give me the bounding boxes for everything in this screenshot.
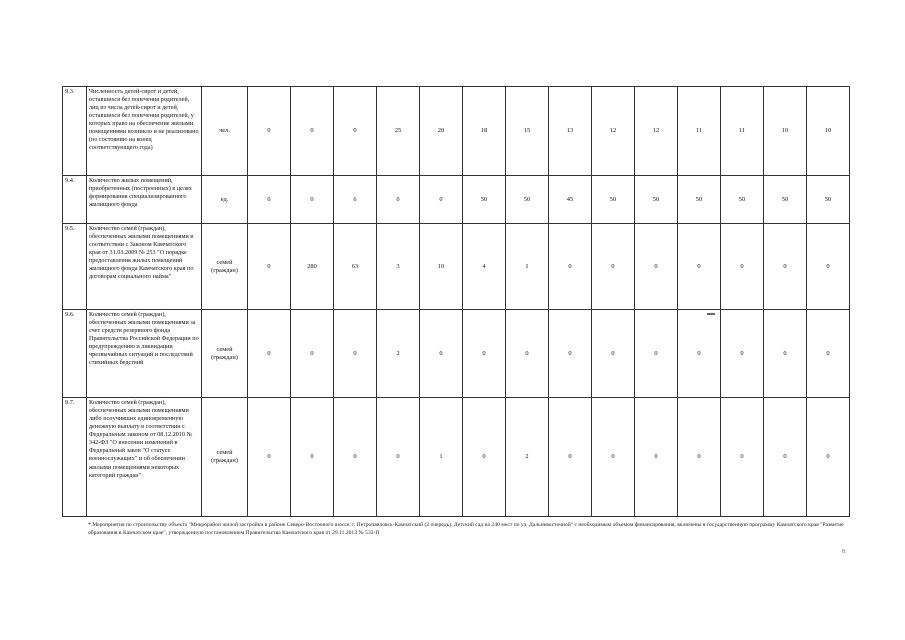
value-cell: 0 <box>291 176 334 224</box>
value-cell: 11 <box>721 87 764 176</box>
value-cell: 0 <box>764 310 807 398</box>
value-cell: 0 <box>807 224 850 310</box>
value-cell: 0 <box>334 398 377 517</box>
indicator-table-body <box>63 87 850 517</box>
row-number: 9.3. <box>63 87 87 176</box>
value-cell: 0 <box>678 310 721 398</box>
value-cell: 0 <box>334 310 377 398</box>
value-cell: 0 <box>721 310 764 398</box>
value-cell: 0 <box>592 398 635 517</box>
value-cell: 50 <box>592 176 635 224</box>
value-cell: 25 <box>377 87 420 176</box>
value-cell: 3 <box>377 224 420 310</box>
table-row <box>63 398 850 517</box>
value-cell: 0 <box>377 398 420 517</box>
indicator-description: Количество семей (граждан), обеспеченных жилыми помещениями либо получивших единовременную денежную выплату в соответствии с Федеральным законом от 08.12.2010 № 342-ФЗ "О внесении изменений в Федеральный закон "О статусе военнослужащих" и об обеспечении жилыми помещениями некоторых категорий граждан" <box>87 398 202 517</box>
value-cell: 50 <box>635 176 678 224</box>
value-cell: 0 <box>291 398 334 517</box>
value-cell: 0 <box>334 87 377 176</box>
row-number: 9.7. <box>63 398 87 517</box>
value-cell: 0 <box>549 398 592 517</box>
value-cell: 50 <box>764 176 807 224</box>
value-cell: 50 <box>678 176 721 224</box>
value-cell: 12 <box>592 87 635 176</box>
value-cell: 6 <box>334 176 377 224</box>
value-cell: 0 <box>549 224 592 310</box>
table-row <box>63 176 850 224</box>
table-row <box>63 87 850 176</box>
value-cell: 0 <box>635 310 678 398</box>
value-cell: 0 <box>592 224 635 310</box>
value-cell: 50 <box>721 176 764 224</box>
row-number: 9.5. <box>63 224 87 310</box>
value-cell: 0 <box>248 224 291 310</box>
unit-cell: семей (граждан) <box>202 398 248 517</box>
value-cell: 0 <box>764 224 807 310</box>
value-cell: 2 <box>506 398 549 517</box>
value-cell: 18 <box>463 87 506 176</box>
value-cell: 0 <box>678 224 721 310</box>
value-cell: 50 <box>506 176 549 224</box>
value-cell: 0 <box>549 310 592 398</box>
table-row <box>63 310 850 398</box>
value-cell: 45 <box>549 176 592 224</box>
value-cell: 0 <box>721 398 764 517</box>
unit-cell: чел. <box>202 87 248 176</box>
indicator-description: Количество семей (граждан), обеспеченных жилыми помещениями в соответствии с Законом Камчатского края от 31.03.2009 № 253 "О порядке предоставления жилых помещений жилищного фонда Камчатского края по договорам социального найма" <box>87 224 202 310</box>
value-cell: 0 <box>291 87 334 176</box>
value-cell: 1 <box>506 224 549 310</box>
value-cell: 10 <box>420 224 463 310</box>
indicator-description: Численность детей-сирот и детей, оставшихся без попечения родителей, лиц из числа детей-сирот и детей, оставшихся без попечения родителей, у которых право на обеспечение жилыми помещениями возникло и не реализовано (по состоянию на конец соответствующего года) <box>87 87 202 176</box>
value-cell: 2 <box>377 310 420 398</box>
value-cell: 0 <box>506 310 549 398</box>
row-number: 9.6. <box>63 310 87 398</box>
unit-cell: семей (граждан) <box>202 224 248 310</box>
value-cell: 15 <box>506 87 549 176</box>
value-cell: 0 <box>635 224 678 310</box>
stray-mark <box>707 313 715 315</box>
value-cell: 0 <box>291 310 334 398</box>
page-mark: 8 <box>842 549 845 555</box>
value-cell: 50 <box>463 176 506 224</box>
value-cell: 0 <box>592 310 635 398</box>
value-cell: 0 <box>807 398 850 517</box>
value-cell: 11 <box>678 87 721 176</box>
value-cell: 0 <box>248 310 291 398</box>
value-cell: 0 <box>420 310 463 398</box>
value-cell: 0 <box>678 398 721 517</box>
value-cell: 0 <box>463 310 506 398</box>
value-cell: 10 <box>764 87 807 176</box>
value-cell: 0 <box>764 398 807 517</box>
value-cell: 4 <box>463 224 506 310</box>
value-cell: 0 <box>248 87 291 176</box>
indicator-description: Количество жилых помещений, приобретенных (построенных) в целях формирования специализированного жилищного фонда <box>87 176 202 224</box>
row-number: 9.4. <box>63 176 87 224</box>
value-cell: 50 <box>807 176 850 224</box>
indicator-description: Количество семей (граждан), обеспеченных жилыми помещениями за счет средств резервного фонда Правительства Российской Федерации по предупреждению и ликвидации чрезвычайных ситуаций и последствий стихийных бедствий <box>87 310 202 398</box>
unit-cell: семей (граждан) <box>202 310 248 398</box>
value-cell: 0 <box>807 310 850 398</box>
value-cell: 0 <box>420 176 463 224</box>
value-cell: 1 <box>420 398 463 517</box>
value-cell: 63 <box>334 224 377 310</box>
value-cell: 0 <box>635 398 678 517</box>
unit-cell: ед. <box>202 176 248 224</box>
value-cell: 0 <box>463 398 506 517</box>
indicator-table <box>62 86 850 517</box>
value-cell: 10 <box>807 87 850 176</box>
value-cell: 0 <box>377 176 420 224</box>
value-cell: 20 <box>420 87 463 176</box>
value-cell: 280 <box>291 224 334 310</box>
value-cell: 12 <box>635 87 678 176</box>
value-cell: 0 <box>721 224 764 310</box>
value-cell: 13 <box>549 87 592 176</box>
value-cell: 0 <box>248 398 291 517</box>
table-row <box>63 224 850 310</box>
footnote: * Мероприятия по строительству объекта "Микрорайон жилой застройки в районе Северо-Восточного шоссе, г. Петропавловск-Камчатский (2 очередь). Детский сад на 240 мест по ул. Дальневосточной" с необходимым объемом финансирования, включены в государственную программу Камчатского края "Развитие образования в Камчатском крае", утвержденную постановлением Правительства Камчатского края от 29.11.2013 № 532-П <box>88 522 844 537</box>
value-cell: 0 <box>248 176 291 224</box>
